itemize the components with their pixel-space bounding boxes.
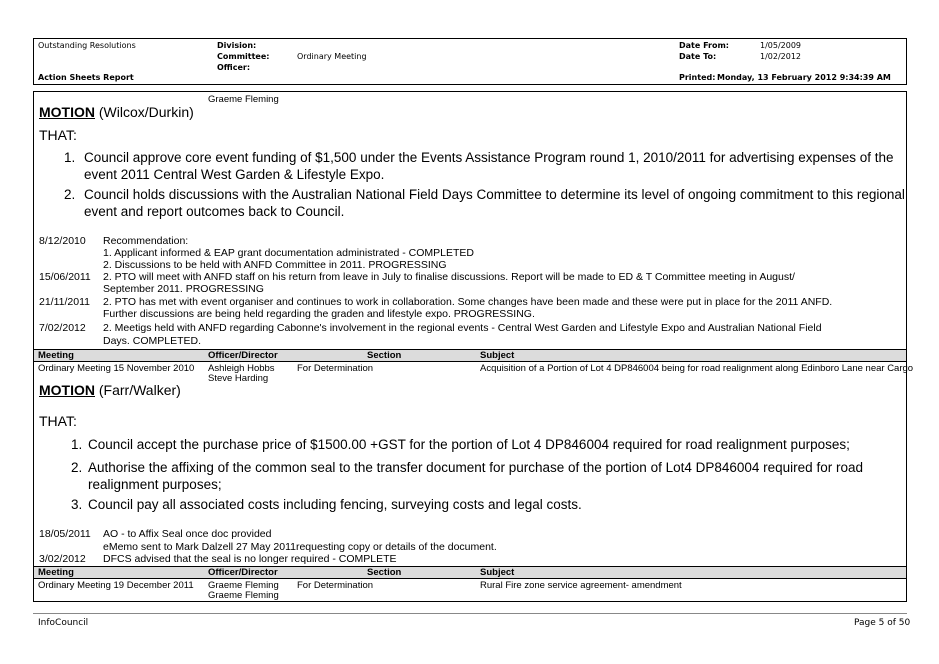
- footer-app-name: InfoCouncil: [38, 618, 89, 628]
- item2-resolution-3-line1: Council pay all associated costs including fencing, surveying costs and legal costs.: [88, 497, 582, 512]
- item1-that: THAT:: [39, 127, 77, 143]
- item1-resolution-2-num: 2.: [64, 187, 76, 202]
- item3-section: For Determination: [297, 580, 374, 591]
- item2-that: THAT:: [39, 413, 77, 429]
- item1-motion-label: MOTION: [39, 104, 95, 120]
- table-header-1-meeting: Meeting: [38, 350, 74, 361]
- item2-resolution-2-line1: Authorise the affixing of the common seal to the transfer document for purchase of the portion of Lot4 DP846004 required for road: [88, 460, 863, 475]
- footer-rule: [33, 613, 907, 614]
- item2-motion-label: MOTION: [39, 382, 95, 398]
- item1-action-1-line2: 1. Applicant informed & EAP grant documentation administrated - COMPLETED: [103, 247, 474, 259]
- item2-resolution-1-num: 1.: [71, 437, 83, 452]
- division-label: Division:: [217, 41, 257, 50]
- item1-action-3-line2: Further discussions are being held regarding the graden and lifestyle expo. PROGRESSING.: [103, 308, 535, 320]
- date-from-value: 1/05/2009: [760, 41, 802, 50]
- item2-officer-2: Steve Harding: [208, 373, 269, 384]
- table-header-2-bg: [34, 567, 906, 578]
- item1-action-3-line1: 2. PTO has met with event organiser and continues to work in collaboration. Some changes have been made and these were put in place for the 2011 ANFD.: [103, 296, 833, 308]
- item2-movers: (Farr/Walker): [98, 382, 181, 398]
- sheet-title: Action Sheets Report: [38, 73, 134, 82]
- table-header-2-subject: Subject: [480, 567, 515, 578]
- item2-action-1-line1: AO - to Affix Seal once doc provided: [103, 528, 272, 540]
- footer-page-number: Page 5 of 50: [854, 618, 911, 628]
- item1-movers: (Wilcox/Durkin): [98, 104, 194, 120]
- item1-action-3-date: 21/11/2011: [39, 296, 90, 308]
- date-to-label: Date To:: [679, 52, 717, 61]
- item2-action-2-line1: DFCS advised that the seal is no longer required - COMPLETE: [103, 553, 397, 565]
- item3-subject: Rural Fire zone service agreement- amendment: [480, 580, 682, 591]
- item2-resolution-3-num: 3.: [71, 497, 83, 512]
- item1-officer: Graeme Fleming: [208, 94, 279, 105]
- table-header-2-officer: Officer/Director: [208, 567, 278, 578]
- item2-action-2-date: 3/02/2012: [39, 553, 86, 565]
- table-header-2-meeting: Meeting: [38, 567, 74, 578]
- table-header-1-officer: Officer/Director: [208, 350, 278, 361]
- table-header-1-bottom-rule: [33, 361, 907, 362]
- item2-subject: Acquisition of a Portion of Lot 4 DP846004 being for road realignment along Edinboro Lane near Cargo: [480, 363, 914, 374]
- item2-action-1-line2: eMemo sent to Mark Dalzell 27 May 2011requesting copy or details of the document.: [103, 541, 497, 553]
- item2-motion-heading: [39, 382, 181, 399]
- item1-action-2-line1: 2. PTO will meet with ANFD staff on his return from leave in July to finalise discussions. Report will be made to ED & T Committee meeting in August/: [103, 271, 795, 283]
- printed-label: Printed:: [679, 73, 716, 82]
- item2-resolution-2-line2: realignment purposes;: [88, 477, 222, 492]
- committee-label: Committee:: [217, 52, 270, 61]
- item1-action-1-line1: Recommendation:: [103, 235, 189, 247]
- table-header-2-section: Section: [367, 567, 402, 578]
- report-name: Outstanding Resolutions: [38, 41, 136, 50]
- item1-action-2-date: 15/06/2011: [39, 271, 91, 283]
- item2-section: For Determination: [297, 363, 374, 374]
- item1-resolution-1-line2: event 2011 Central West Garden & Lifestyle Expo.: [84, 167, 385, 182]
- item1-motion-heading: [39, 104, 194, 121]
- officer-label: Officer:: [217, 63, 251, 72]
- committee-value: Ordinary Meeting: [297, 52, 367, 61]
- printed-value: Monday, 13 February 2012 9:34:39 AM: [717, 73, 891, 82]
- table-header-2-bottom-rule: [33, 578, 907, 579]
- item1-action-2-line2: September 2011. PROGRESSING: [103, 283, 264, 295]
- item3-meeting: Ordinary Meeting 19 December 2011: [38, 580, 194, 591]
- date-to-value: 1/02/2012: [760, 52, 802, 61]
- item1-action-4-line2: Days. COMPLETED.: [103, 335, 202, 347]
- item2-resolution-1-line1: Council accept the purchase price of $1500.00 +GST for the portion of Lot 4 DP846004 required for road realignment purposes;: [88, 437, 850, 452]
- item1-action-4-line1: 2. Meetigs held with ANFD regarding Cabonne's involvement in the regional events - Central West Garden and Lifestyle Expo and Australian National Field: [103, 322, 822, 334]
- item2-meeting: Ordinary Meeting 15 November 2010: [38, 363, 195, 374]
- item1-action-4-date: 7/02/2012: [39, 322, 86, 334]
- item1-action-1-line3: 2. Discussions to be held with ANFD Committee in 2011. PROGRESSING: [103, 259, 447, 271]
- item1-resolution-1-num: 1.: [64, 150, 76, 165]
- item3-officer-1: Graeme Fleming: [208, 580, 279, 591]
- table-header-1-section: Section: [367, 350, 402, 361]
- item3-officer-2: Graeme Fleming: [208, 590, 279, 601]
- item1-resolution-2-line2: event and report outcomes back to Council.: [84, 204, 345, 219]
- table-header-1-bg: [34, 350, 906, 361]
- item2-resolution-2-num: 2.: [71, 460, 83, 475]
- item2-officer-1: Ashleigh Hobbs: [208, 363, 275, 374]
- date-from-label: Date From:: [679, 41, 730, 50]
- item1-resolution-1-line1: Council approve core event funding of $1,500 under the Events Assistance Program round 1, 2010/2011 for advertising expenses of the: [84, 150, 894, 165]
- item1-action-1-date: 8/12/2010: [39, 235, 86, 247]
- item2-action-1-date: 18/05/2011: [39, 528, 91, 540]
- item1-resolution-2-line1: Council holds discussions with the Australian National Field Days Committee to determine its level of ongoing commitment to this regional: [84, 187, 905, 202]
- table-header-1-subject: Subject: [480, 350, 515, 361]
